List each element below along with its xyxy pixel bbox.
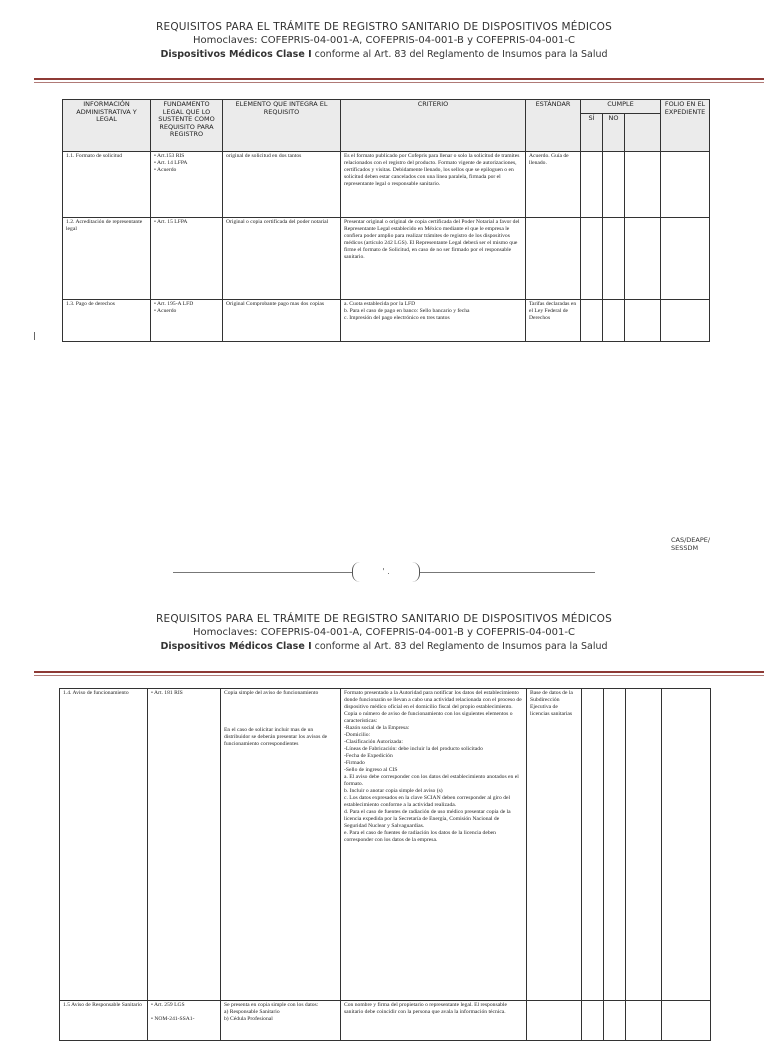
row-fundamento [151, 218, 223, 300]
row-criterio: Con nombre y firma del propietario o representante legal. El responsable sanitario debe coincidir con la persona que avala la información técnica. [341, 1001, 527, 1041]
margin-marker [34, 332, 35, 340]
fundamento-item: • Acuerdo [154, 167, 177, 173]
row-elemento: Original Comprobante pago mas dos copias [223, 300, 341, 342]
row-folio-cell [662, 1001, 711, 1041]
row-estandar [527, 1001, 582, 1041]
elemento-part-b: En el caso de solicitar incluir mas de un distribuidor se deberán presentar los avisos de funcionamiento correspondientes [224, 727, 328, 747]
doc-subtitle [0, 48, 768, 62]
row-si-cell [581, 218, 603, 300]
col-elemento-header: ELEMENTO QUE INTEGRA EL REQUISITO [223, 100, 341, 152]
row-info: 1.4. Aviso de funcionamiento [60, 689, 148, 1001]
row-folio-cell [661, 152, 710, 218]
row-elemento: Original o copia certificada del poder notarial [223, 218, 341, 300]
header-rule [34, 671, 764, 673]
header-rule [34, 78, 764, 80]
row-criterio: Es el formato publicado por Cofepris para llenar o solo la solicitud de tramites relacionados con el registro del producto. Formato vigente de autorizaciones, certificados y visitas. Debidamente llenado, los sellos que se epiloguen o en solicitud deben estar cancelados con una linea paralela, firmada por el representante legal o responsable sanitario. [341, 152, 526, 218]
row-info: 1.3. Pago de derechos [63, 300, 151, 342]
fundamento-item: • Art. 259 LGS [151, 1002, 185, 1008]
header-rule-thin [34, 675, 764, 676]
row-extra-cell [625, 300, 661, 342]
col-si-header: SÍ [581, 114, 603, 152]
row-elemento: original de solicitud en dos tantos [223, 152, 341, 218]
row-info: 1.2. Acreditación de representante legal [63, 218, 151, 300]
row-folio-cell [661, 218, 710, 300]
page1-header [0, 20, 768, 62]
row-estandar [526, 218, 581, 300]
row-si-cell [582, 689, 604, 1001]
doc-title: REQUISITOS PARA EL TRÁMITE DE REGISTRO SANITARIO DE DISPOSITIVOS MÉDICOS [155, 21, 613, 33]
footer-code: CAS/DEAPE/ SESSDM [671, 536, 711, 552]
col-criterio-header: CRITERIO [341, 100, 526, 152]
row-si-cell [581, 300, 603, 342]
row-no-cell [604, 689, 626, 1001]
doc-title: REQUISITOS PARA EL TRÁMITE DE REGISTRO SANITARIO DE DISPOSITIVOS MÉDICOS [155, 613, 613, 625]
row-criterio: a. Cuota establecida por la LFD b. Para el caso de pago en banco: Sello bancario y fecha c. Impresión del pago electrónico en tres tantos [341, 300, 526, 342]
row-info: 1.1. Formato de solicitud [63, 152, 151, 218]
row-fundamento [148, 689, 221, 1001]
fundamento-item: • Acuerdo [154, 308, 177, 314]
col-fundamento-header: FUNDAMENTO LEGAL QUE LO SUSTENTE COMO REQUISITO PARA REGISTRO [151, 100, 223, 152]
fundamento-item: • Art. 15 LFPA [154, 219, 188, 225]
row-estandar: Acuerdo. Guía de llenado. [526, 152, 581, 218]
subtitle-bold: Dispositivos Médicos Clase I [160, 49, 312, 60]
row-fundamento [151, 152, 223, 218]
subtitle-rest: conforme al Art. 83 del Reglamento de Insumos para la Salud [311, 641, 608, 652]
row-elemento [221, 689, 341, 1001]
table-row [63, 218, 710, 300]
row-no-cell [604, 1001, 626, 1041]
row-criterio: Presentar original o original de copia certificada del Poder Notarial a favor del Representante Legal establecido en México mediante el que le empresa le confiera poder amplio para realizar trámites de registro de los dispositivos médicos (artículo 242 LGS). El Representante Legal deberá ser el mismo que firme el formato de Solicitud, en caso de no ser firmado por el responsable sanitario. [341, 218, 526, 300]
homoclaves: Homoclaves: COFEPRIS-04-001-A, COFEPRIS-04-001-B y COFEPRIS-04-001-C [193, 627, 575, 638]
fundamento-item: • NOM-241-SSA1- [151, 1016, 195, 1022]
subtitle-bold: Dispositivos Médicos Clase I [160, 641, 312, 652]
row-folio-cell [661, 300, 710, 342]
table-row [63, 300, 710, 342]
row-fundamento [148, 1001, 221, 1041]
row-si-cell [581, 152, 603, 218]
requirements-table-2 [59, 688, 711, 1041]
table-row [60, 689, 711, 1001]
fundamento-item: • Art. 181 RIS [151, 690, 183, 696]
fundamento-item: • Art. 14 LFPA [154, 160, 188, 166]
row-info: 1.5 Aviso de Responsable Sanitario [60, 1001, 148, 1041]
fundamento-item: • Art.153 RIS [154, 153, 185, 159]
header-rule-thin [34, 82, 764, 83]
row-elemento: Se presenta en copia simple con los datos: a) Responsable Sanitario b) Cédula Profesional [221, 1001, 341, 1041]
row-no-cell [603, 218, 625, 300]
row-fundamento [151, 300, 223, 342]
row-extra-cell [625, 218, 661, 300]
col-cumple-extra [625, 114, 661, 152]
page2-header [0, 612, 768, 654]
row-extra-cell [626, 689, 662, 1001]
fundamento-item [151, 1009, 217, 1016]
row-extra-cell [625, 152, 661, 218]
row-estandar: Base de datos de la Subdirección Ejecutiva de licencias sanitarias [527, 689, 582, 1001]
homoclaves: Homoclaves: COFEPRIS-04-001-A, COFEPRIS-04-001-B y COFEPRIS-04-001-C [193, 35, 575, 46]
col-estandar-header: ESTÁNDAR [526, 100, 581, 152]
row-estandar: Tarifas declaradas en el Ley Federal de Derechos [526, 300, 581, 342]
requirements-table-1 [62, 99, 710, 342]
row-no-cell [603, 152, 625, 218]
col-info-header: INFORMACIÓN ADMINISTRATIVA Y LEGAL [63, 100, 151, 152]
table-row [60, 1001, 711, 1041]
row-si-cell [582, 1001, 604, 1041]
row-folio-cell [662, 689, 711, 1001]
row-no-cell [603, 300, 625, 342]
fundamento-item: • Art. 195-A LFD [154, 301, 194, 307]
page-number-marker: ' . [352, 562, 420, 582]
doc-subtitle [0, 640, 768, 654]
table-row [63, 152, 710, 218]
subtitle-rest: conforme al Art. 83 del Reglamento de Insumos para la Salud [311, 49, 608, 60]
row-criterio: Formato presentado a la Autoridad para notificar los datos del establecimiento donde funcionarán se llevan a cabo una actividad relacionada con el proceso de dispositivo médico oficial en el domicilio fiscal del propio establecimiento. Copia o número de aviso de funcionamiento con los siguientes elementos o características: -Razón social de la Empresa: -Domicilio: -Clasificación Autorizada: -Líneas de Fabricación: debe incluir la del producto solicitado -Fecha de Expedición -Firmado -Sello de ingreso al CIS a. El aviso debe corresponder con los datos del establecimiento anotados en el formato. b. Incluir o anotar copia simple del aviso (s) c. Los datos expresados en la clave SCIAN deben corresponder al giro del establecimiento conforme a la actividad realizada. d. Para el caso de fuentes de radiación de uso médico presentar copia de la licencia expedida por la Secretaría de Energía, Comisión Nacional de Seguridad Nuclear y Salvaguardias. e. Para el caso de fuentes de radiación los datos de la licencia deben corresponder con los datos de la empresa. [341, 689, 527, 1001]
elemento-part-a: Copia simple del aviso de funcionamiento [224, 690, 319, 696]
col-folio-header: FOLIO EN EL EXPEDIENTE [661, 100, 710, 152]
row-extra-cell [626, 1001, 662, 1041]
col-cumple-header: CUMPLE [581, 100, 661, 114]
col-no-header: NO [603, 114, 625, 152]
